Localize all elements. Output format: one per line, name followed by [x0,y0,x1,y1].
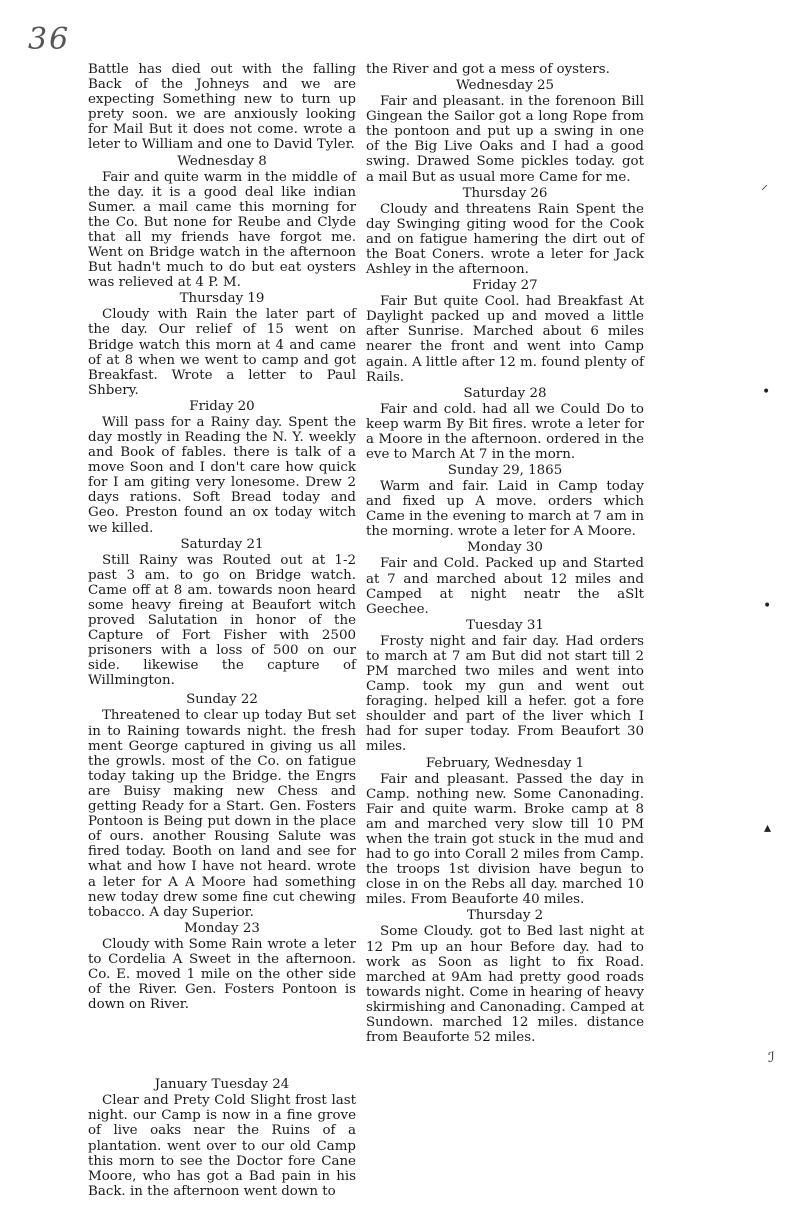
entry-heading: Monday 30 [467,540,543,556]
entry-text: Fair and pleasant. Passed the day in Camp. nothing new. Some Canonading. Fair and quite warm. Broke camp at 8 am and marched very slow till 10 PM when the train got stuck in the mud and had to go into Corall 2 miles from Camp. the troops 1st division have begun to close in on the Rebs all day. marched 10 miles. From Beauforte 40 miles. [366,771,644,908]
entry-text: Cloudy and threatens Rain Spent the day Swinging giting wood for the Cook and on fatigue hamering the dirt out of the Boat Coners. wrote a leter for Jack Ashley in the afternoon. [366,201,644,278]
entry-heading: Friday 27 [472,278,538,294]
entry-text: Fair But quite Cool. had Breakfast At Daylight packed up and moved a little after Sunrise. Marched about 6 miles nearer the front and went into Camp again. A little after 12 m. found plenty of Rails. [366,294,644,385]
entry-text: Fair and quite warm in the middle of the day. it is a good deal like indian Sumer. a mail came this morning for the Co. But none for Reube and Clyde that all my friends have forgot me. Went on Bridge watch in the afternoon But hadn't much to do but eat oysters was relieved at 4 P. M. [88,169,356,291]
left-column [88,62,356,1199]
entry-text: Fair and Cold. Packed up and Started at 7 and marched about 12 miles and Camped at night neatr the aSlt Geechee. [366,556,644,617]
entry-heading: Saturday 28 [463,385,547,401]
margin-speck-icon: ▴ [764,820,772,836]
entry-text: Cloudy with Rain the later part of the day. Our relief of 15 went on Bridge watch this morn at 4 and came of at 8 when we went to camp and got Breakfast. Wrote a letter to Paul Shbery. [88,307,356,398]
margin-speck-icon: • [762,384,771,400]
entry-heading: Thursday 19 [179,291,265,307]
entry-text: Still Rainy was Routed out at 1-2 past 3 am. to go on Bridge watch. Came off at 8 am. towards noon heard some heavy fireing at Beaufort witch proved Salutation in honor of the Capture of Fort Fisher with 2500 prisoners with a loss of 500 on our side. likewise the capture of Willmington. [88,552,356,689]
entry-heading: Wednesday 8 [177,153,267,169]
entry-heading: Monday 23 [184,920,260,936]
entry-heading: Thursday 26 [462,185,548,201]
margin-speck-icon: ⸝ [761,177,768,193]
entry-text: Frosty night and fair day. Had orders to march at 7 am But did not start till 2 PM marched two miles and went into Camp. took my gun and went out foraging. helped kill a hefer. got a fore shoulder and part of the liver which I had for super today. From Beaufort 30 miles. [366,633,644,755]
entry-heading: Sunday 22 [186,692,258,708]
entry-heading: Friday 20 [189,398,255,414]
entry-text: Clear and Prety Cold Slight frost last night. our Camp is now in a fine grove of live oaks near the Ruins of a plantation. went over to our old Camp this morn to see the Doctor fore Cane Moore, who has got a Bad pain in his Back. in the afternoon went down to [88,1093,356,1199]
entry-heading: Sunday 29, 1865 [447,463,563,479]
entry-text: Fair and cold. had all we Could Do to keep warm By Bit fires. wrote a leter for a Moore in the afternoon. ordered in the eve to March At 7 in the morn. [366,401,644,462]
entry-text: Fair and pleasant. in the forenoon Bill Gingean the Sailor got a long Rope from the pontoon and put up a swing in one of the Big Live Oaks and I had a good swing. Drawed Some pickles today. got a mail But as usual more Came for me. [366,94,644,185]
entry-heading: Saturday 21 [180,536,264,552]
entry-heading: Tuesday 31 [466,617,544,633]
entry-text: Threatened to clear up today But set in to Raining towards night. the fresh ment George captured in giving us all the growls. most of the Co. on fatigue today taking up the Bridge. the Engrs are Buisy making new Chess and getting Ready for a Start. Gen. Fosters Pontoon is Being put down in the place of ours. another Rousing Salute was fired today. Booth on land and see for what and how I have not heard. wrote a leter for A A Moore had something new today drew some fine cut chewing tobacco. A day Superior. [88,708,356,920]
entry-heading: January Tuesday 24 [154,1077,290,1093]
entry-text: Some Cloudy. got to Bed last night at 12 Pm up an hour Before day. had to work as Soon as light to fix Road. marched at 9Am had pretty good roads towards night. Come in hearing of heavy skirmishing and Canonading. Camped at Sundown. marched 12 miles. distance from Beauforte 52 miles. [366,924,644,1046]
page-number: 36 [28,22,71,57]
entry-heading: February, Wednesday 1 [425,755,585,771]
entry-text: Cloudy with Some Rain wrote a leter to Cordelia A Sweet in the afternoon. Co. E. moved 1 mile on the other side of the River. Gen. Fosters Pontoon is down on River. [88,936,356,1013]
margin-speck-icon: ℐ [768,1050,775,1066]
right-opening-paragraph: the River and got a mess of oysters. [366,62,610,77]
entry-heading: Thursday 2 [466,908,544,924]
right-column [366,62,644,1045]
entry-text: Warm and fair. Laid in Camp today and fixed up A move. orders which Came in the evening to march at 7 am in the morning. wrote a leter for A Moore. [366,479,644,540]
margin-speck-icon: • [763,598,772,614]
left-opening-paragraph: Battle has died out with the falling Back of the Johneys and we are expecting Something new to turn up prety soon. we are anxiously looking for Mail But it does not come. wrote a leter to William and one to David Tyler. [88,62,356,153]
entry-heading: Wednesday 25 [455,78,554,94]
entry-text: Will pass for a Rainy day. Spent the day mostly in Reading the N. Y. weekly and Book of fables. there is talk of a move Soon and I don't care how quick for I am giting very lonesome. Drew 2 days rations. Soft Bread today and Geo. Preston found an ox today witch we killed. [88,414,356,536]
